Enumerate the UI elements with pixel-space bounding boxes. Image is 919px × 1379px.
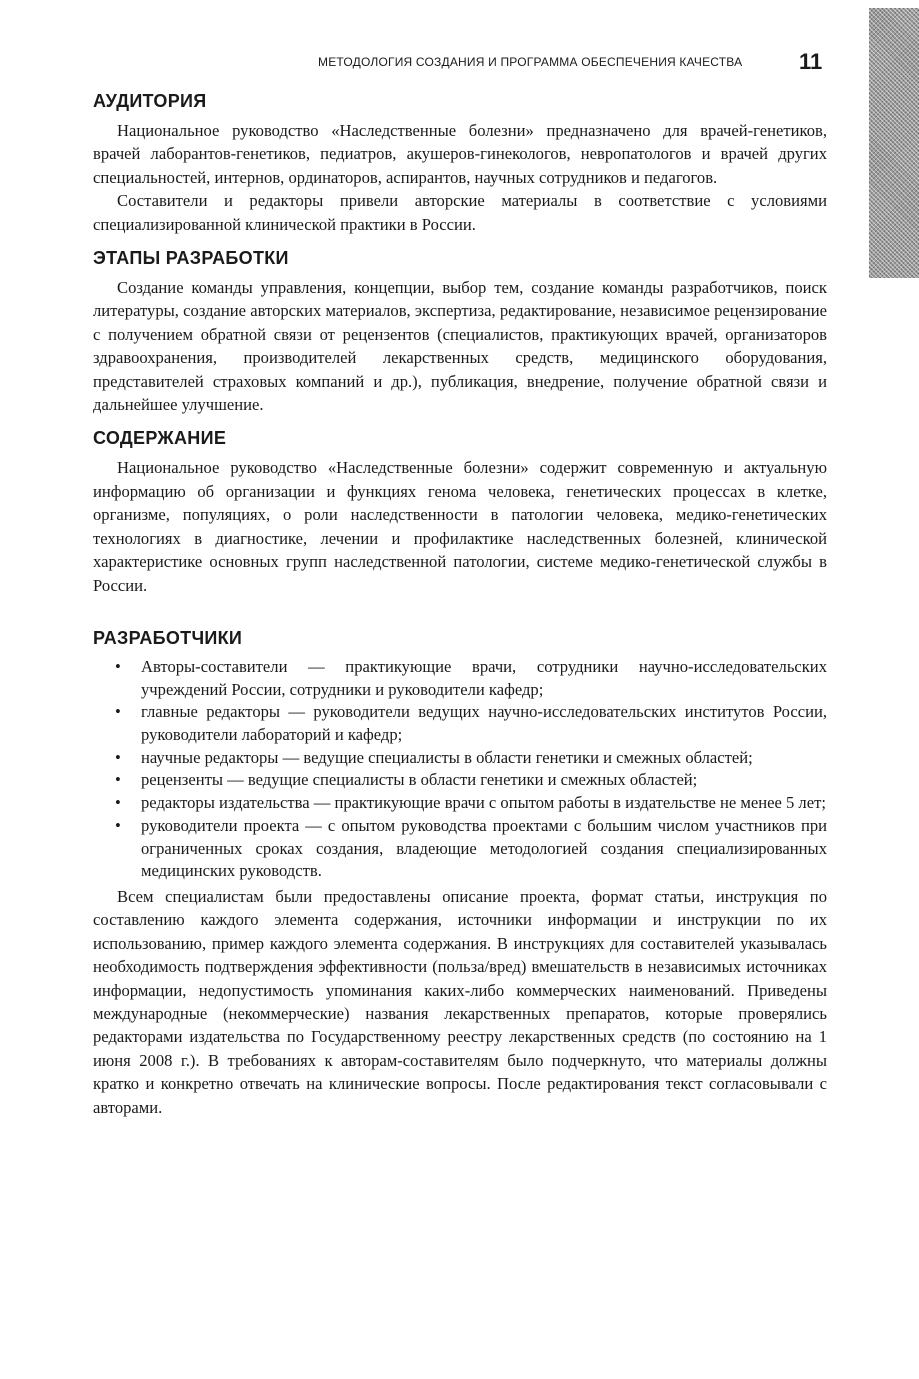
page-number: 11 — [799, 49, 823, 74]
list-item — [93, 792, 827, 815]
section-heading: АУДИТОРИЯ — [93, 91, 207, 111]
section-heading: СОДЕРЖАНИЕ — [93, 428, 227, 449]
list-item-text: рецензенты — ведущие специалисты в области генетики и смежных областей; — [141, 770, 698, 790]
paragraph: Всем специалистам были предоставлены описание проекта, формат статьи, инструкция по составлению каждого элемента содержания, источники информации и инструкции по их использованию, пример каждого элемента содержания. В инструкциях для составителей указывалась необходимость подтверждения эффективности (польза/вред) вмешательств в независимых источниках информации, недопустимость упоминания каких-либо коммерческих наименований. Приведены международные (некоммерческие) названия лекарственных препаратов, которые проверялись редакторами издательства по Государственному реестру лекарственных средств (по состоянию на 1 июня 2008 г.). В требованиях к авторам-составителям было подчеркнуто, что материалы должны кратко и конкретно отвечать на клинические вопросы. После редактирования текст согласовывали с авторами. — [93, 886, 827, 1117]
paragraph: Создание команды управления, концепции, выбор тем, создание команды разработчиков, поиск литературы, создание авторских материалов, экспертиза, редактирование, независимое рецензирование с получением обратной связи от рецензентов (специалистов, практикующих врачей, организаторов здравоохранения, производителей лекарственных средств, медицинского оборудования, представителей страховых компаний и др.), публикация, внедрение, получение обратной связи и дальнейшее улучшение. — [93, 278, 827, 415]
list-item — [93, 701, 827, 746]
section-contents — [93, 425, 827, 596]
paragraph: Национальное руководство «Наследственные болезни» предназначено для врачей-генетиков, врачей лаборантов-генетиков, педиатров, акушеров-гинекологов, невропатологов и врачей других специальностей, интернов, ординаторов, аспирантов, научных сотрудников и педагогов. — [93, 121, 827, 187]
list-item — [93, 747, 827, 770]
section-heading: ЭТАПЫ РАЗРАБОТКИ — [93, 248, 289, 269]
list-item-text: руководители проекта — с опытом руководства проектами с большим числом участников при ограниченных сроках создания, владеющие методологией создания специализированных медицинских руководств. — [141, 815, 827, 881]
section-audience — [93, 88, 827, 236]
list-item — [93, 815, 827, 883]
list-item — [93, 656, 827, 701]
list-item — [93, 769, 827, 792]
bullet-icon: • — [115, 702, 121, 722]
paragraph: Составители и редакторы привели авторские материалы в соответствие с условиями специализированной клинической практики в России. — [93, 191, 827, 234]
list-item-text: научные редакторы — ведущие специалисты в области генетики и смежных областей; — [141, 747, 753, 767]
bullet-icon: • — [115, 747, 121, 767]
section-development-stages — [93, 245, 827, 416]
running-header: МЕТОДОЛОГИЯ СОЗДАНИЯ И ПРОГРАММА ОБЕСПЕЧЕНИЯ КАЧЕСТВА — [318, 55, 743, 69]
section-developers — [93, 625, 827, 1119]
bullet-icon: • — [115, 793, 121, 813]
page-body — [93, 88, 827, 1128]
section-heading: РАЗРАБОТЧИКИ — [93, 627, 243, 648]
list-item-text: главные редакторы — руководители ведущих научно-исследовательских институтов России, руководители лабораторий и кафедр; — [141, 702, 827, 745]
bullet-icon: • — [115, 815, 121, 835]
paragraph: Национальное руководство «Наследственные болезни» содержит современную и актуальную информацию об организации и функциях генома человека, генетических процессах в клетке, организме, популяциях, о роли наследственности в патологии человека, медико-генетических технологиях в диагностике, лечении и профилактике наследственных болезней, клинической характеристике основных групп наследственной патологии, системе медико-генетической службы в России. — [93, 458, 827, 595]
list-item-text: Авторы-составители — практикующие врачи, сотрудники научно-исследовательских учреждений России, сотрудники и руководители кафедр; — [141, 656, 827, 699]
bullet-icon: • — [115, 656, 121, 676]
bullet-icon: • — [115, 770, 121, 790]
developers-list — [93, 656, 827, 883]
list-item-text: редакторы издательства — практикующие врачи с опытом работы в издательстве не менее 5 лет; — [141, 793, 826, 813]
chapter-thumb-tab — [869, 8, 919, 278]
